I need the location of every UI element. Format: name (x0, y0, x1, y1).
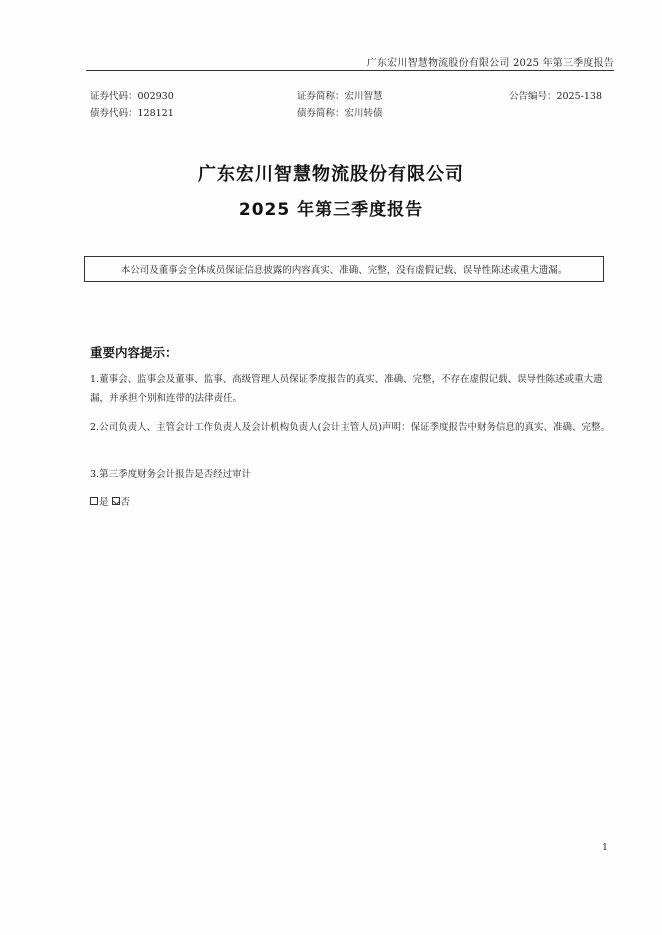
audit-options (90, 494, 132, 508)
bond-abbreviation: 债券简称：宏川转债 (297, 108, 383, 119)
meta-codes (90, 88, 174, 122)
running-header: 广东宏川智慧物流股份有限公司 2025 年第三季度报告 (366, 58, 614, 69)
notice-item: 2.公司负责人、主管会计工作负责人及会计机构负责人(会计主管人员)声明：保证季度报告中财务信息的真实、准确、完整。 (90, 422, 610, 433)
bond-code: 债券代码：128121 (90, 108, 174, 119)
report-title: 2025 年第三季度报告 (238, 200, 424, 220)
section-heading: 重要内容提示： (90, 345, 178, 360)
checkbox-checked-icon (112, 497, 120, 505)
header-rule (86, 70, 614, 71)
notice-item: 1.董事会、监事会及董事、监事、高级管理人员保证季度报告的真实、准确、完整，不存在虚假记载、误导性陈述或重大遗漏，并承担个别和连带的法律责任。 (90, 374, 603, 404)
meta-announcement (509, 88, 602, 105)
meta-abbreviations (297, 88, 383, 122)
stock-code: 证券代码：002930 (90, 91, 174, 102)
announcement-number: 公告编号：2025-138 (508, 91, 602, 102)
statement-text: 本公司及董事会全体成员保证信息披露的内容真实、准确、完整，没有虚假记载、误导性陈述或重大遗漏。 (120, 265, 568, 276)
statement-box (84, 256, 604, 282)
notice-item: 3.第三季度财务会计报告是否经过审计 (90, 469, 252, 480)
audit-option-yes (90, 494, 109, 508)
stock-abbreviation: 证券简称：宏川智慧 (297, 91, 383, 102)
page-number: 1 (601, 842, 608, 853)
company-name: 广东宏川智慧物流股份有限公司 (198, 164, 464, 185)
audit-no-label: 否 (120, 497, 131, 508)
audit-yes-label: 是 (99, 497, 109, 508)
checkbox-unchecked-icon (90, 497, 98, 505)
audit-option-no (112, 494, 131, 508)
